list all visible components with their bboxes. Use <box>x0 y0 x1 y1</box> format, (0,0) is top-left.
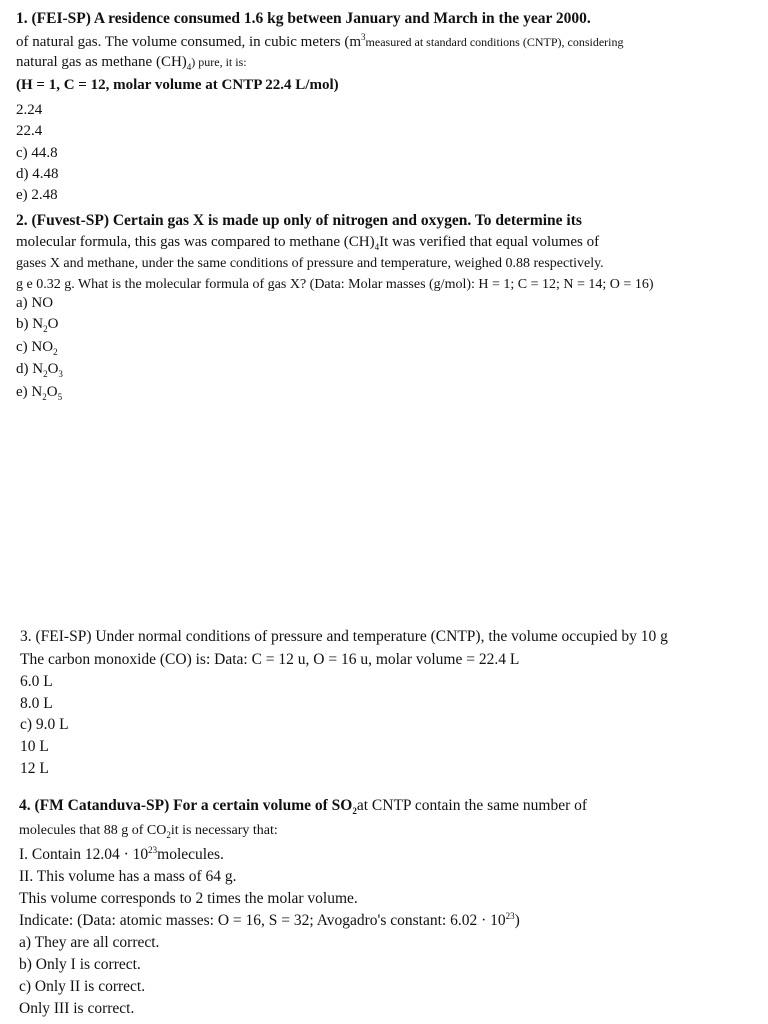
q4-title-subscript: 2 <box>352 806 357 817</box>
q1-text-line1-part1: of natural gas. The volume consumed, in cubic meters (m <box>16 34 362 50</box>
q2-option-b-sub1: 2 <box>43 324 48 334</box>
q4-item-3: This volume corresponds to 2 times the molar volume. <box>19 890 358 907</box>
q2-option-b-part2: O <box>47 316 59 332</box>
q4-indicate-part1: Indicate: (Data: atomic masses: O = 16, S = 32; Avogadro's constant: 6.02 · 10 <box>19 912 506 929</box>
q4-text-line1-part2: it is necessary that: <box>170 823 278 838</box>
q2-option-d-part1: d) N <box>16 361 44 377</box>
q2-text-line2: gases X and methane, under the same conditions of pressure and temperature, weighed 0.88 respectively. <box>16 256 604 271</box>
q1-text-line2 <box>16 52 247 72</box>
q4-indicate-superscript: 23 <box>505 910 515 921</box>
q4-item-1 <box>19 845 224 865</box>
q2-option-e-sub2: 5 <box>57 392 63 402</box>
q2-option-e-part1: e) N <box>16 384 43 400</box>
q4-option: b) Only I is correct. <box>19 956 141 973</box>
q2-option-d-part2: O <box>47 361 59 377</box>
q4-item-1-part2: molecules. <box>157 846 224 863</box>
q4-text-line1-subscript: 2 <box>166 829 171 840</box>
q2-option-c-part1: c) NO <box>16 339 54 355</box>
q3-option: c) 9.0 L <box>20 716 69 733</box>
q4-indicate <box>19 911 520 931</box>
q2-option-c <box>16 337 58 357</box>
q1-option: d) 4.48 <box>16 166 59 182</box>
q1-option: 2.24 <box>16 102 43 118</box>
q3-option: 6.0 L <box>20 673 53 690</box>
q2-option-d-sub2: 3 <box>58 369 63 379</box>
q4-text-line1-part1: molecules that 88 g of CO <box>19 823 167 838</box>
q2-text-line1-part1: molecular formula, this gas was compared to methane (CH) <box>16 234 375 250</box>
q2-text-line1 <box>16 232 599 252</box>
q1-text-line2-part1: natural gas as methane (CH) <box>16 54 187 70</box>
q4-text-line1 <box>19 821 278 841</box>
q2-option-e-sub1: 2 <box>42 392 47 402</box>
q2-option-c-sub1: 2 <box>53 347 58 357</box>
q3-text-line2: The carbon monoxide (CO) is: Data: C = 12 u, O = 16 u, molar volume = 22.4 L <box>20 651 520 668</box>
q1-title: 1. (FEI-SP) A residence consumed 1.6 kg between January and March in the year 2000. <box>16 10 591 27</box>
q1-superscript: 3 <box>361 32 366 42</box>
q1-option: 22.4 <box>16 123 43 139</box>
q2-option-b-part1: b) N <box>16 316 44 332</box>
q2-text-line3: g e 0.32 g. What is the molecular formula of gas X? (Data: Molar masses (g/mol): H = 1; C = 12; N = 14; O = 16) <box>16 277 654 292</box>
q1-text-line2-part2: ) pure, it is: <box>191 55 247 69</box>
q2-title: 2. (Fuvest-SP) Certain gas X is made up only of nitrogen and oxygen. To determine its <box>16 212 582 229</box>
q4-item-2: II. This volume has a mass of 64 g. <box>19 868 237 885</box>
q1-text-line1-part2: measured at standard conditions (CNTP), considering <box>365 35 624 49</box>
q4-title <box>19 796 587 816</box>
q2-option-d-sub1: 2 <box>43 369 48 379</box>
q2-option-d <box>16 359 63 379</box>
q1-text-line1 <box>16 32 624 52</box>
q1-option: e) 2.48 <box>16 187 58 203</box>
q3-option: 10 L <box>20 738 49 755</box>
q2-text-line1-part2: It was verified that equal volumes of <box>379 234 600 250</box>
q4-indicate-part2: ) <box>514 912 520 929</box>
q4-title-part1: 4. (FM Catanduva-SP) For a certain volume of SO <box>19 797 353 814</box>
q4-option: c) Only II is correct. <box>19 978 146 995</box>
q3-text-line1: 3. (FEI-SP) Under normal conditions of pressure and temperature (CNTP), the volume occupied by 10 g <box>20 628 668 645</box>
q2-option-a: a) NO <box>16 295 54 311</box>
q4-title-part2: at CNTP contain the same number of <box>356 797 588 814</box>
q2-option-b <box>16 314 58 334</box>
q3-option: 12 L <box>20 760 49 777</box>
q4-option: Only III is correct. <box>19 1000 135 1017</box>
q3-option: 8.0 L <box>20 695 53 712</box>
q4-item-1-superscript: 23 <box>148 844 158 855</box>
q4-option: a) They are all correct. <box>19 934 160 951</box>
q1-option: c) 44.8 <box>16 145 58 161</box>
q2-option-e-part2: O <box>46 384 58 400</box>
q4-item-1-part1: I. Contain 12.04 · 10 <box>19 846 149 863</box>
q2-subscript: 4 <box>374 242 380 252</box>
q2-option-e <box>16 382 62 402</box>
q1-subscript: 4 <box>186 62 192 72</box>
q1-data-line: (H = 1, C = 12, molar volume at CNTP 22.4 L/mol) <box>16 77 339 93</box>
